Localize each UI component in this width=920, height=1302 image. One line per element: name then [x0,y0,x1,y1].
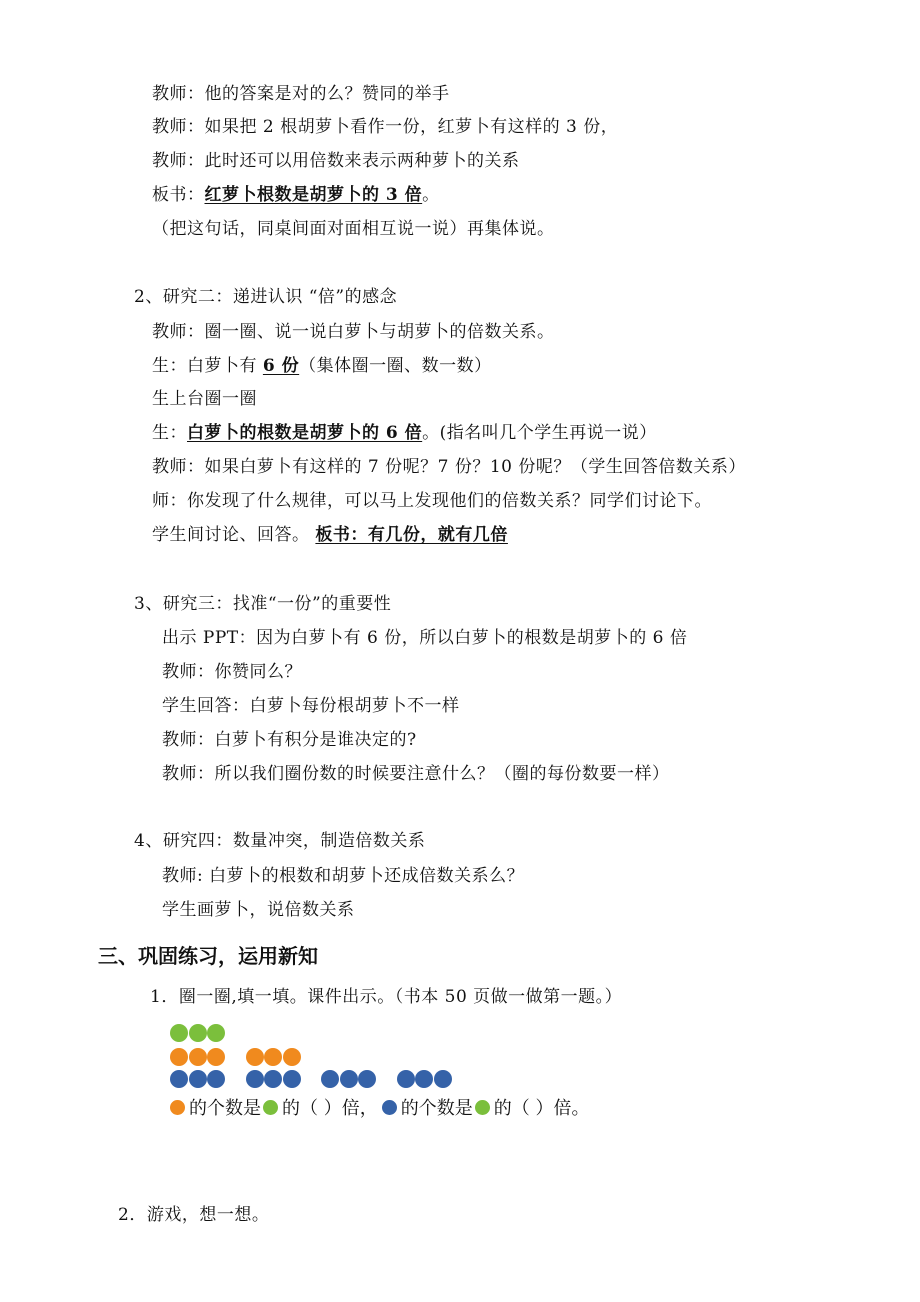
line-student-circle: 生上台圈一圈 [152,389,257,409]
line-draw-carrots: 学生画萝卜，说倍数关系 [162,900,355,920]
orange-dot [283,1048,301,1066]
orange-dot [264,1048,282,1066]
orange-dot [207,1048,225,1066]
blue-dot [189,1070,207,1088]
section-title-study-3: 3、研究三：找准“一份”的重要性 [134,594,392,614]
blue-dot [397,1070,415,1088]
line-six-times-prefix: 生： [152,423,187,443]
blue-dot [170,1070,188,1088]
blue-dot [264,1070,282,1088]
section-title-study-2: 2、研究二：递进认识 “倍”的感念 [134,287,398,307]
line-agree: 教师：你赞同么？ [162,662,302,682]
section-heading-practice: 三、巩固练习，运用新知 [98,944,318,968]
green-dot-icon [475,1100,490,1115]
blue-dot [283,1070,301,1088]
blue-dot [358,1070,376,1088]
line-circle-say: 教师：圈一圈、说一说白萝卜与胡萝卜的倍数关系。 [152,322,555,342]
fill-part-2: 的（ ）倍， [282,1098,378,1119]
board-label: 板书： [152,185,205,205]
board-note-bold: 红萝卜根数是胡萝卜的 3 倍 [204,185,423,205]
line-still-multiple: 教师: 白萝卜的根数和胡萝卜还成倍数关系么？ [162,866,525,886]
line-teacher-carrot-portion: 教师：如果把 2 根胡萝卜看作一份，红萝卜有这样的 3 份， [152,117,619,137]
question-2: 2．游戏，想一想。 [118,1205,270,1225]
line-teacher-multiple: 教师：此时还可以用倍数来表示两种萝卜的关系 [152,151,520,171]
six-times-bold: 白萝卜的根数是胡萝卜的 6 倍 [187,423,423,443]
line-six-times-suffix: 。(指名叫几个学生再说一说） [422,423,657,443]
line-six-portions [152,354,492,378]
line-six-times [152,421,657,445]
green-dot [207,1024,225,1042]
green-dot [189,1024,207,1042]
line-show-ppt: 出示 PPT：因为白萝卜有 6 份，所以白萝卜的根数是胡萝卜的 6 倍 [162,628,688,648]
line-who-decides: 教师：白萝卜有积分是谁决定的? [162,730,417,750]
blue-dot [340,1070,358,1088]
board-note-rule: 板书：有几份，就有几倍 [315,525,508,545]
line-find-rule: 师：你发现了什么规律，可以马上发现他们的倍数关系？同学们讨论下。 [152,491,712,511]
green-dot [170,1024,188,1042]
question-1: 1．圈一圈,填一填。课件出示。（书本 50 页做一做第一题。） [150,987,623,1007]
line-discussion-prefix: 学生间讨论、回答。 [152,525,316,545]
line-discussion [152,523,508,547]
six-portions-bold: 6 份 [262,356,300,376]
line-attention: 教师：所以我们圈份数的时候要注意什么？（圈的每份数要一样） [162,764,670,784]
line-teacher-answer: 教师：他的答案是对的么？赞同的举手 [152,84,450,104]
blue-dot [207,1070,225,1088]
orange-dot-icon [170,1100,185,1115]
blue-dot [434,1070,452,1088]
orange-dot [246,1048,264,1066]
blue-dot [415,1070,433,1088]
fill-in-sentence [170,1096,589,1122]
board-note-suffix: 。 [422,185,440,205]
orange-dot [170,1048,188,1066]
blue-dot [321,1070,339,1088]
line-six-portions-suffix: （集体圈一圈、数一数） [299,356,492,376]
line-board-note-1 [152,183,440,207]
fill-part-4: 的（ ）倍。 [493,1098,590,1119]
blue-dot-icon [382,1100,397,1115]
fill-part-3: 的个数是 [400,1098,473,1119]
blue-dot [246,1070,264,1088]
line-student-answer: 学生回答：白萝卜每份根胡萝卜不一样 [162,696,460,716]
orange-dot [189,1048,207,1066]
section-title-study-4: 4、研究四：数量冲突，制造倍数关系 [134,831,426,851]
line-seven-portions: 教师：如果白萝卜有这样的 7 份呢？7 份？10 份呢？（学生回答倍数关系） [152,457,746,477]
fill-part-1: 的个数是 [189,1098,261,1119]
green-dot-icon [263,1100,278,1115]
line-six-portions-prefix: 生：白萝卜有 [152,356,263,376]
line-pair-talk: （把这句话，同桌间面对面相互说一说）再集体说。 [152,219,555,239]
